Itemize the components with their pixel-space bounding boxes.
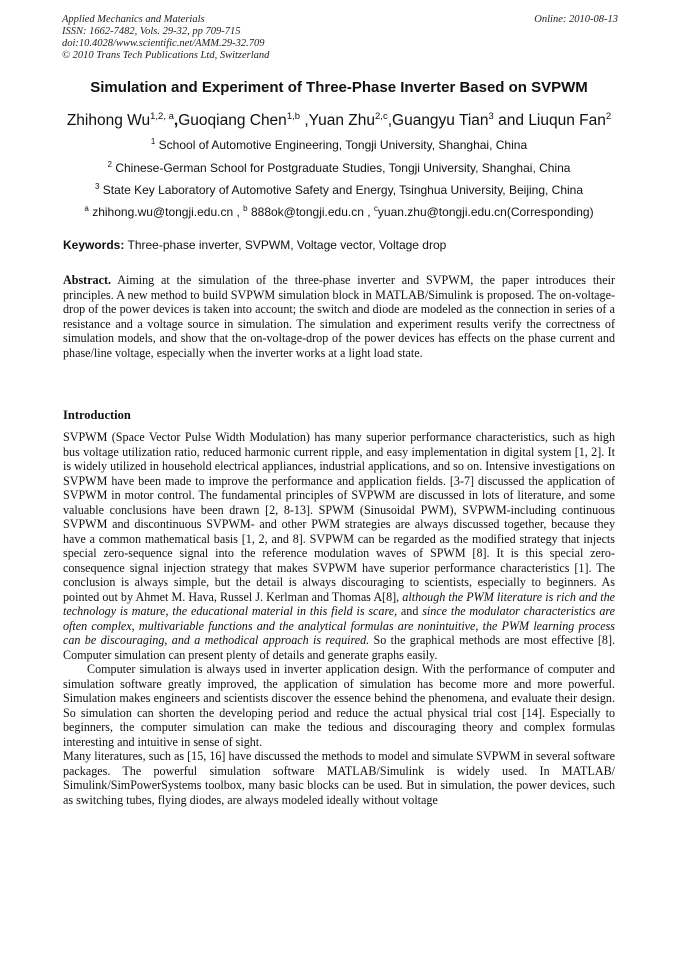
email-b[interactable]: 888ok@tongji.edu.cn , — [250, 205, 371, 219]
author-list — [30, 112, 648, 130]
intro-p1-text-a: SVPWM (Space Vector Pulse Width Modulation) has many superior performance characteristics, such as high bus voltage utilization ratio, reduced harmonic current ripple, and easy implementation in digital system [1, 2]. It is widely utilized in household electrical appliances, industrial applications, and so on. Intensive investigations on SVPWM have been made to improve the performance and application fields. [3-7] discussed the application of SVPWM in motor control. The fundamental principles of SVPWM are discussed in lots of literature, and some valuable conclusions have been drawn [2, 8-13]. SPWM (Sinusoidal PWM), SVPWM-including continuous SVPWM and discontinuous SVPWM- and other PWM strategies are always discussed together, because they have a common mathematical basis [1, 2, and 8]. SVPWM can be regarded as the modified strategy that injects special zero-sequence signal into the reference modulation waves of SPWM [8]. It is this special zero-consequence signal injection strategy that makes SVPWM have superior performance characteristics [1]. The conclusion is always simple, but the detail is always discouraging to scientists, especially to beginners. As pointed out by Ahmet M. Hava, Russel J. Kerlman and Thomas A[8], — [63, 430, 615, 604]
copyright-line: © 2010 Trans Tech Publications Ltd, Switzerland — [62, 50, 270, 61]
author-separator: , — [300, 112, 309, 129]
intro-p1-text-c: So the graphical methods are most effective [8]. Computer simulation can present plenty of details and generate graphs easily. — [63, 633, 615, 662]
keywords-label: Keywords: — [63, 238, 125, 252]
paper-title: Simulation and Experiment of Three-Phase Inverter Based on SVPWM — [90, 79, 588, 96]
author-separator: and — [493, 112, 529, 129]
email-sup: c — [373, 204, 378, 213]
email-a[interactable]: zhihong.wu@tongji.edu.cn , — [92, 205, 240, 219]
keywords — [63, 238, 623, 252]
affiliation-text: State Key Laboratory of Automotive Safety and Energy, Tsinghua University, Beijing, China — [102, 183, 584, 197]
author-sup: 2 — [605, 111, 612, 122]
author-name: Zhihong Wu — [66, 112, 151, 129]
journal-header — [62, 14, 618, 62]
intro-paragraph-2: Computer simulation is always used in inverter application design. With the performance of computer and simulation software greatly improved, the application of simulation has become more and more powerful. Simulation makes engineers and scientists discover the essence behind the phenomena, and evaluate their design. So simulation can shorten the developing period and reduce the actual physical trial cost [14]. Especially to beginners, the computer simulation can make the tedious and discouraging theory and complex formulas interesting and intuitive in sense of sight. — [63, 662, 615, 749]
section-heading-introduction: Introduction — [63, 408, 131, 422]
email-sup: a — [84, 204, 89, 213]
doi-line[interactable]: doi:10.4028/www.scientific.net/AMM.29-32.709 — [62, 38, 265, 49]
issn-line: ISSN: 1662-7482, Vols. 29-32, pp 709-715 — [62, 26, 241, 37]
affiliation-sup: 2 — [107, 160, 112, 169]
affiliation-1 — [30, 138, 648, 152]
abstract-text: Aiming at the simulation of the three-phase inverter and SVPWM, the paper introduces their principles. A new method to build SVPWM simulation block in MATLAB/Simulink is proposed. The on-voltage-drop of the power devices is taken into account; the switch and diode are modeled as the connection in series of a resistance and a voltage source in simulation. The simulation and experiment results verify the correctness of simulation models, and show that the on-voltage-drop of the power devices has effects on the phase current and phase/line voltage, especially when the inverter works at a light load state. — [63, 273, 615, 360]
email-line — [30, 205, 648, 219]
affiliation-3 — [30, 183, 648, 197]
journal-name: Applied Mechanics and Materials — [62, 14, 205, 25]
author-name: Yuan Zhu — [308, 112, 376, 129]
intro-paragraph-3: Many literatures, such as [15, 16] have discussed the methods to model and simulate SVPWM in several software packages. The powerful simulation software MATLAB/Simulink is widely used. In MATLAB/ Simulink/SimPowerSystems toolbox, many basic blocks can be used. But in simulation, the power devices, such as switching tubes, flying diodes, are always modeled ideally without voltage — [63, 749, 615, 807]
email-c[interactable]: yuan.zhu@tongji.edu.cn(Corresponding) — [377, 205, 594, 219]
online-date: Online: 2010-08-13 — [534, 14, 618, 25]
author-sup: 1,b — [286, 111, 301, 122]
affiliation-2 — [30, 161, 648, 175]
author-name: Guoqiang Chen — [178, 112, 287, 129]
abstract — [63, 273, 615, 360]
intro-p1-text-b: and — [397, 604, 423, 618]
keywords-text: Three-phase inverter, SVPWM, Voltage vector, Voltage drop — [127, 238, 447, 252]
intro-p1-quote-1: although the PWM literature is rich and the technology is mature, the educational material in this field is scare, — [63, 589, 616, 618]
email-sup: b — [243, 204, 248, 213]
affiliation-sup: 3 — [94, 182, 100, 191]
author-sup: 1,2, a — [150, 111, 174, 122]
intro-p1-quote-2: since the modulator characteristics are often complex, multivariable functions and the analytical formulas are nonintuitive, the PWM learning process can be discouraging, and a methodical approach is required. — [63, 604, 615, 647]
affiliation-sup: 1 — [150, 137, 156, 146]
author-name: Guangyu Tian — [392, 112, 489, 129]
author-separator: , — [387, 112, 393, 129]
author-sup: 3 — [488, 111, 494, 122]
author-name: Liuqun Fan — [528, 112, 606, 129]
intro-paragraph-1 — [63, 430, 615, 662]
affiliation-text: Chinese-German School for Postgraduate Studies, Tongji University, Shanghai, China — [115, 161, 571, 175]
introduction-body — [63, 430, 615, 807]
abstract-label: Abstract. — [63, 273, 112, 287]
affiliation-text: School of Automotive Engineering, Tongji University, Shanghai, China — [158, 138, 528, 152]
author-sup: 2,c — [375, 111, 388, 122]
author-separator: , — [173, 112, 179, 129]
